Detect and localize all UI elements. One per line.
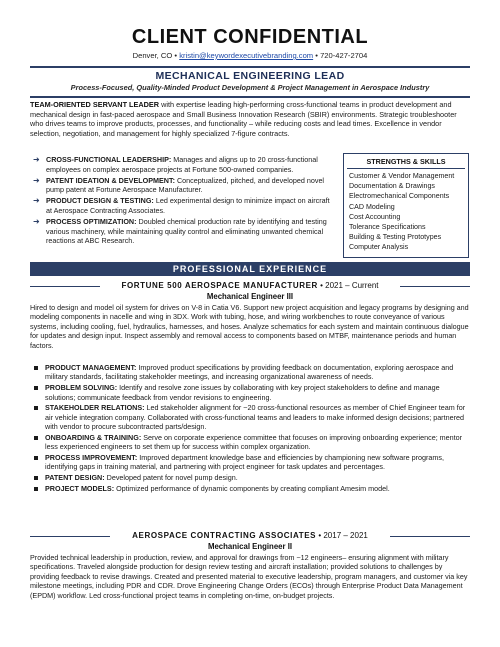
- achievement-item: [30, 383, 470, 402]
- achievement-item: [30, 433, 470, 452]
- bullet-icon: [34, 406, 38, 410]
- arrow-icon: ➜: [33, 175, 40, 185]
- email-link[interactable]: kristin@keywordexecutivebranding.com: [179, 51, 314, 60]
- job-dates: • 2017 – 2021: [316, 531, 368, 540]
- achievement-label: PROCESS IMPROVEMENT:: [45, 452, 138, 462]
- skills-box: [343, 153, 469, 258]
- summary-paragraph: [30, 100, 470, 138]
- bullet-icon: [34, 386, 38, 390]
- achievement-text: Improved product specifications by providing feedback on documentation, exploring aerospace and military standards, facilitating stakeholder meetings, and increasing organizational awareness of needs.: [45, 363, 454, 382]
- achievement-label: PRODUCT MANAGEMENT:: [45, 363, 137, 372]
- skill-item: Cost Accounting: [349, 212, 401, 221]
- highlight-item: [30, 217, 335, 246]
- arrow-icon: ➜: [33, 217, 40, 227]
- achievement-text: Identify and resolve zone issues by collaborating with key project stakeholders to define and manage solutions; communicate feedback from vendor revisions to engineering.: [45, 383, 440, 402]
- highlight-text: Led experimental design to minimize impact on aircraft at Aerospace Contracting Associates.: [46, 196, 330, 215]
- job-dates: • 2021 – Current: [317, 281, 379, 290]
- tagline: Process-Focused, Quality-Minded Product Development & Project Management in Aerospace Industry: [70, 83, 430, 92]
- company-line: [30, 531, 470, 540]
- role-title: Mechanical Engineer III: [206, 292, 294, 301]
- role-title: Mechanical Engineer II: [207, 542, 293, 551]
- arrow-icon: ➜: [33, 155, 40, 164]
- arrow-icon: ➜: [33, 196, 40, 206]
- achievement-label: PROBLEM SOLVING:: [45, 383, 118, 393]
- separator: •: [174, 51, 178, 60]
- location: Denver, CO: [132, 51, 173, 60]
- job-summary: Hired to design and model oil system for drives on V-8 in Catia V6. Support new project acquisition and legacy programs by designing and modeling components in nacelle and wing in 3DX. Work with tubing, hose, and wiring workbenches to route conveyance of various systems, including cooling, fuel, hydraulics, harnesses, and hoses. Analyze schematics for each system and maintain continuous dialogue for updates and design input. Inspect assembly and removal access to components based on MTBF, maintenance periods and human factors.: [30, 303, 469, 350]
- career-highlights: [30, 155, 335, 247]
- job-summary: Provided technical leadership in production, review, and approval for drawings from ~12 engineers– ensuring alignment with military specifications. Traveled alongside production for design review testing and aircraft installation; provided solutions to challenges by providing feedback to revise drawings. Created and presented material to executive leadership, program managers, and customer via key milestone meetings, including PDR and CDR. Drove Engineering Change Orders (ECOs) through Enterprise Product Data Management (EPDM) workflow. Led cross-functional project teams in completing on-time, on-budget projects.: [30, 553, 468, 600]
- company-name: AEROSPACE CONTRACTING ASSOCIATES: [132, 531, 317, 540]
- skill-item: CAD Modeling: [349, 202, 395, 211]
- skill-item: Electromechanical Components: [349, 192, 450, 201]
- highlight-item: [30, 155, 335, 174]
- skill-item: Tolerance Specifications: [349, 223, 426, 232]
- bullet-icon: [34, 456, 38, 460]
- achievement-text: Developed patent for novel pump design.: [104, 472, 238, 482]
- summary-text: with expertise leading high-performing cross-functional teams in product development and mechanical design in fast-paced aerospace and Small Business Innovation Research (SBIR) environments. Strategic troubleshooter who drives teams to improve products, processes, and functionality – while reducing costs and lead times. Excellence in vendor selection, negotiation, and management for highly specialized 7-figure contracts.: [30, 100, 457, 138]
- title-band: [30, 66, 470, 98]
- achievement-list: [30, 363, 470, 494]
- achievement-text: Led stakeholder alignment for ~20 cross-functional resources as member of Chief Engineer team for air vehicle integration company. Collaborated with cross-functional teams and leaders to make informed design decisions; partnered with vendor to procure subcontracted parts/design.: [45, 403, 466, 432]
- achievement-item: [30, 363, 470, 382]
- divider: [400, 286, 470, 287]
- highlight-text: Doubled chemical production rate by identifying and testing various machinery, while maintaining quality control and eliminating unwanted chemical reactions at ABC Research.: [46, 217, 327, 246]
- achievement-text: Serve on corporate experience committee that focuses on improving onboarding experience; mentor less experienced engineers to set them up for success within complex organization.: [45, 432, 463, 452]
- phone: 720-427-2704: [320, 51, 368, 60]
- highlight-item: [30, 176, 335, 195]
- achievement-item: [30, 403, 470, 431]
- candidate-name: CLIENT CONFIDENTIAL: [131, 26, 369, 48]
- highlight-text: Manages and aligns up to 20 cross-functional employees on complex aerospace projects at Fortune 500-owned companies.: [46, 155, 318, 174]
- achievement-item: [30, 453, 470, 472]
- contact-line: [0, 51, 500, 60]
- highlight-item: [30, 196, 335, 215]
- skill-item: Documentation & Drawings: [349, 182, 435, 191]
- highlight-label: PRODUCT DESIGN & TESTING:: [46, 196, 154, 206]
- divider: [30, 286, 100, 287]
- company-line: [30, 281, 470, 290]
- company-name: FORTUNE 500 AEROSPACE MANUFACTURER: [121, 281, 318, 290]
- achievement-text: Improved department knowledge base and efficiencies by championing new software programs, identifying gaps in training material, and partnering with project engineer for task updates and percentages.: [45, 452, 444, 472]
- highlight-text: Conceptualized, pitched, and developed novel pump patent at Fortune Aerospace Manufacturer.: [46, 175, 325, 195]
- skill-item: Customer & Vendor Management: [349, 172, 455, 180]
- skill-item: Computer Analysis: [349, 243, 409, 252]
- bullet-icon: [34, 366, 38, 370]
- job-title: MECHANICAL ENGINEERING LEAD: [155, 70, 345, 82]
- skills-heading: STRENGTHS & SKILLS: [366, 157, 446, 166]
- achievement-label: PATENT DESIGN:: [45, 472, 105, 482]
- achievement-label: PROJECT MODELS:: [45, 483, 115, 493]
- achievement-label: STAKEHOLDER RELATIONS:: [45, 403, 145, 413]
- divider: [30, 536, 110, 537]
- separator: •: [315, 51, 318, 60]
- bullet-icon: [34, 436, 38, 440]
- section-heading-experience: PROFESSIONAL EXPERIENCE: [30, 262, 470, 276]
- highlight-label: PATENT IDEATION & DEVELOPMENT:: [46, 175, 175, 185]
- divider: [390, 536, 470, 537]
- skills-divider: [347, 168, 465, 169]
- bullet-icon: [34, 487, 38, 491]
- achievement-item: [30, 473, 470, 482]
- summary-lead: TEAM-ORIENTED SERVANT LEADER: [30, 100, 160, 109]
- achievement-label: ONBOARDING & TRAINING:: [45, 432, 142, 442]
- achievement-text: Optimized performance of dynamic components by creating compliant Amesim model.: [114, 483, 390, 493]
- highlight-label: PROCESS OPTIMIZATION:: [46, 217, 137, 227]
- achievement-item: [30, 484, 470, 493]
- skill-item: Building & Testing Prototypes: [349, 233, 442, 242]
- bullet-icon: [34, 476, 38, 480]
- highlight-label: CROSS-FUNCTIONAL LEADERSHIP:: [46, 155, 172, 164]
